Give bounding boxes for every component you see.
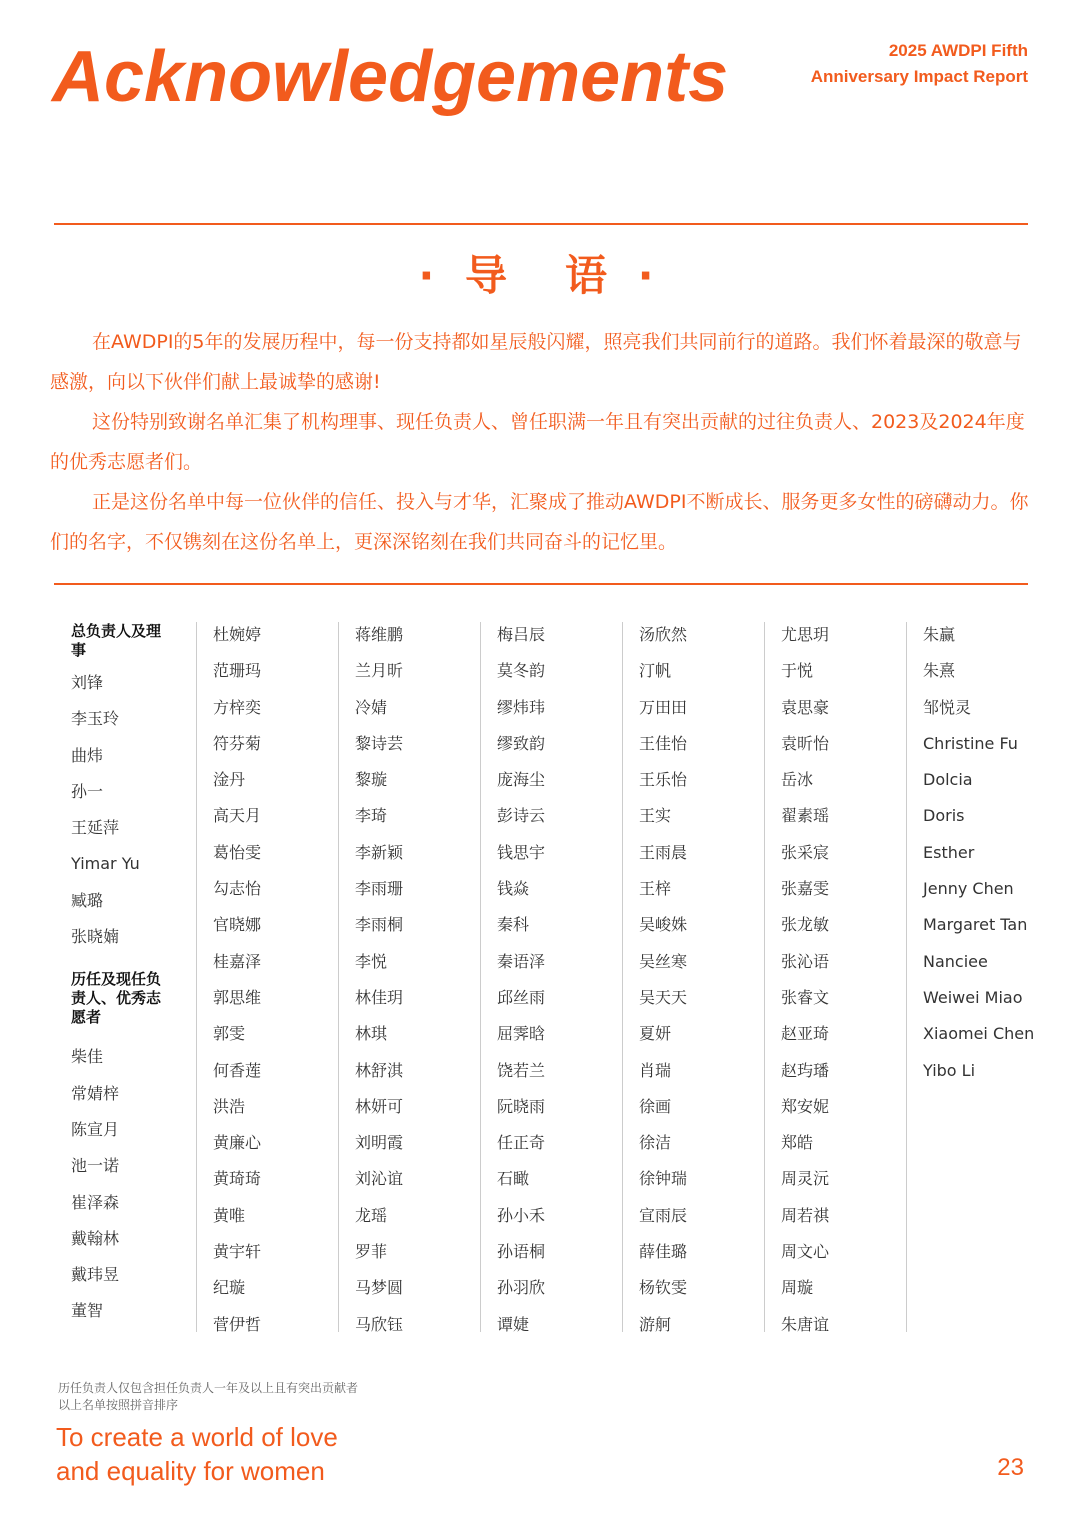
list-item: 马梦圆 xyxy=(355,1278,404,1298)
list-item: 赵亚琦 xyxy=(781,1024,830,1044)
list-item: 张采宸 xyxy=(781,842,830,862)
list-item: 张龙敏 xyxy=(781,915,830,935)
intro-paragraph-1: 在AWDPI的5年的发展历程中，每一份支持都如星辰般闪耀，照亮我们共同前行的道路。我们怀着最深的敬意与感激，向以下伙伴们献上最诚挚的感谢! xyxy=(50,331,1022,393)
list-item: 秦科 xyxy=(497,915,530,935)
list-item: 汤欣然 xyxy=(639,625,688,644)
list-item: 勾志怡 xyxy=(213,879,262,899)
slogan-line2: and equality for women xyxy=(56,1456,325,1486)
list-item: 周璇 xyxy=(781,1278,814,1298)
list-item: 屈霁晗 xyxy=(497,1024,546,1044)
list-item: 彭诗云 xyxy=(497,806,546,826)
list-item: Nanciee xyxy=(923,951,988,971)
names-column-6 xyxy=(765,622,907,1332)
list-item: 符芬菊 xyxy=(213,733,262,753)
list-item: 孙一 xyxy=(71,781,104,801)
list-item: 李雨桐 xyxy=(355,915,404,935)
list-item: 董智 xyxy=(71,1301,104,1321)
list-item: 冷婧 xyxy=(355,697,388,717)
list-item: 高天月 xyxy=(213,806,262,826)
list-item: 何香莲 xyxy=(213,1060,262,1080)
list-item: 常婧梓 xyxy=(71,1083,120,1103)
list-item: 徐画 xyxy=(639,1096,672,1116)
intro-text xyxy=(50,322,1030,562)
names-grid xyxy=(55,622,1049,1332)
list-item: 任正奇 xyxy=(497,1133,546,1153)
list-item: 秦语泽 xyxy=(497,951,546,971)
list-item: 黎诗芸 xyxy=(355,733,404,753)
list-item: 李玉玲 xyxy=(71,709,120,729)
list-item: 王实 xyxy=(639,806,672,826)
list-item: 钱焱 xyxy=(497,879,530,899)
list-item: 池一诺 xyxy=(71,1156,120,1176)
report-tag-line2: Anniversary Impact Report xyxy=(810,67,1028,86)
list-item: 黄唯 xyxy=(213,1205,246,1225)
list-item: 于悦 xyxy=(781,661,814,681)
slogan xyxy=(56,1420,338,1488)
page-number: 23 xyxy=(997,1454,1024,1481)
list-item: 肖瑞 xyxy=(639,1060,672,1080)
list-item: 郑皓 xyxy=(781,1133,814,1153)
list-item: 黎璇 xyxy=(355,770,388,790)
list-item: 罗菲 xyxy=(355,1242,388,1262)
list-item: 缪致韵 xyxy=(497,733,546,753)
board-heading: 总负责人及理事 xyxy=(71,622,162,659)
list-item: 戴玮昱 xyxy=(71,1265,120,1285)
list-item: 庞海尘 xyxy=(497,770,546,790)
list-item: 夏妍 xyxy=(639,1024,672,1044)
list-item: 黄琦琦 xyxy=(213,1169,262,1189)
list-item: 朱熹 xyxy=(923,661,956,681)
list-item: 杨钦雯 xyxy=(639,1278,688,1298)
list-item: 张嘉雯 xyxy=(781,879,830,899)
list-item: Jenny Chen xyxy=(923,879,1014,899)
list-item: 王雨晨 xyxy=(639,842,688,862)
list-item: 马欣钰 xyxy=(355,1314,404,1334)
names-column-2 xyxy=(197,622,339,1332)
list-item: 林佳玥 xyxy=(355,987,404,1007)
list-item: 方梓奕 xyxy=(213,697,262,717)
list-item: Margaret Tan xyxy=(923,915,1028,935)
list-item: 王延萍 xyxy=(71,818,120,838)
list-item: 周若祺 xyxy=(781,1205,830,1225)
names-column-5 xyxy=(623,622,765,1332)
list-item: 徐钟瑞 xyxy=(639,1169,688,1189)
report-tag-line1: 2025 AWDPI Fifth xyxy=(888,41,1028,60)
list-item: 游舸 xyxy=(639,1314,672,1334)
list-item: 阮晓雨 xyxy=(497,1096,546,1116)
list-item: 范珊玛 xyxy=(213,661,262,681)
list-item: 柴佳 xyxy=(71,1047,104,1067)
list-item: 葛怡雯 xyxy=(213,842,262,862)
list-item: 宣雨辰 xyxy=(639,1205,688,1225)
list-item: 朱赢 xyxy=(923,625,956,644)
list-item: 菅伊哲 xyxy=(213,1314,262,1334)
list-item: Dolcia xyxy=(923,770,973,790)
list-item: Christine Fu xyxy=(923,733,1018,753)
footnote-line2: 以上名单按照拼音排序 xyxy=(58,1398,179,1412)
list-item: 孙语桐 xyxy=(497,1242,546,1262)
list-item: 纪璇 xyxy=(213,1278,246,1298)
list-item: 刘明霞 xyxy=(355,1133,404,1153)
list-item: 岳冰 xyxy=(781,770,814,790)
list-item: 徐洁 xyxy=(639,1133,672,1153)
list-item: 尤思玥 xyxy=(781,625,830,644)
list-item: 翟素瑶 xyxy=(781,806,830,826)
list-item: 钱思宇 xyxy=(497,842,546,862)
list-item: 曲炜 xyxy=(71,745,104,765)
list-item: 周灵沅 xyxy=(781,1169,830,1189)
list-item: 臧璐 xyxy=(71,890,104,910)
list-item: 刘沁谊 xyxy=(355,1169,404,1189)
list-item: 张晓婻 xyxy=(71,927,120,947)
list-item: 杜婉婷 xyxy=(213,625,262,644)
list-item: 王乐怡 xyxy=(639,770,688,790)
list-item: 兰月昕 xyxy=(355,661,404,681)
list-item: 饶若兰 xyxy=(497,1060,546,1080)
list-item: 桂嘉泽 xyxy=(213,951,262,971)
footnote-line1: 历任负责人仅包含担任负责人一年及以上且有突出贡献者 xyxy=(58,1381,359,1395)
list-item: 王梓 xyxy=(639,879,672,899)
names-column-3 xyxy=(339,622,481,1332)
list-item: 孙羽欣 xyxy=(497,1278,546,1298)
list-item: 薛佳璐 xyxy=(639,1242,688,1262)
list-item: Xiaomei Chen xyxy=(923,1024,1035,1044)
list-item: Yibo Li xyxy=(923,1060,976,1080)
list-item: 黄宇轩 xyxy=(213,1242,262,1262)
list-item: 缪炜玮 xyxy=(497,697,546,717)
list-item: 张沁语 xyxy=(781,951,830,971)
list-item: 周文心 xyxy=(781,1242,830,1262)
list-item: 李新颖 xyxy=(355,842,404,862)
list-item: 张睿文 xyxy=(781,987,830,1007)
list-item: 赵玙璠 xyxy=(781,1060,830,1080)
intro-paragraph-2: 这份特别致谢名单汇集了机构理事、现任负责人、曾任职满一年且有突出贡献的过往负责人、2023及2024年度的优秀志愿者们。 xyxy=(50,411,1025,473)
list-item: 淦丹 xyxy=(213,770,246,790)
list-item: Esther xyxy=(923,842,975,862)
list-item: 李雨珊 xyxy=(355,879,404,899)
leaders-heading: 历任及现任负责人、优秀志愿者 xyxy=(71,970,162,1027)
names-column-4 xyxy=(481,622,623,1332)
report-tag xyxy=(811,38,1028,90)
list-item: 刘锋 xyxy=(71,673,104,692)
list-item: Yimar Yu xyxy=(71,854,140,874)
list-item: 林琪 xyxy=(355,1024,388,1044)
list-item: 官晓娜 xyxy=(213,915,262,935)
list-item: 林妍可 xyxy=(355,1096,404,1116)
list-item: 王佳怡 xyxy=(639,733,688,753)
list-item: Doris xyxy=(923,806,965,826)
footnote xyxy=(58,1380,358,1414)
list-item: 李悦 xyxy=(355,951,388,971)
names-column-1 xyxy=(55,622,197,1332)
list-item: 李琦 xyxy=(355,806,388,826)
bottom-divider xyxy=(54,583,1028,585)
list-item: 邱丝雨 xyxy=(497,987,546,1007)
list-item: 吴天天 xyxy=(639,987,688,1007)
list-item: 万田田 xyxy=(639,697,688,717)
list-item: 郑安妮 xyxy=(781,1096,830,1116)
page-title: Acknowledgements xyxy=(52,37,729,117)
list-item: 郭思维 xyxy=(213,987,262,1007)
list-item: 汀帆 xyxy=(639,661,672,681)
intro-heading: · 导 语 · xyxy=(418,251,662,300)
intro-paragraph-3: 正是这份名单中每一位伙伴的信任、投入与才华，汇聚成了推动AWDPI不断成长、服务更多女性的磅礴动力。你们的名字，不仅镌刻在这份名单上，更深深铭刻在我们共同奋斗的记忆里。 xyxy=(50,491,1029,553)
list-item: 崔泽森 xyxy=(71,1192,120,1212)
list-item: 谭婕 xyxy=(497,1314,530,1334)
list-item: 吴丝寒 xyxy=(639,951,688,971)
list-item: 蒋维鹏 xyxy=(355,625,404,644)
list-item: 袁思豪 xyxy=(781,697,830,717)
list-item: 邹悦灵 xyxy=(923,697,972,717)
list-item: 龙瑶 xyxy=(355,1205,388,1225)
list-item: 莫冬韵 xyxy=(497,661,546,681)
list-item: 吴峻姝 xyxy=(639,915,688,935)
list-item: 梅吕辰 xyxy=(497,625,546,644)
list-item: 洪浩 xyxy=(213,1096,246,1116)
list-item: 郭雯 xyxy=(213,1024,246,1044)
list-item: 戴翰林 xyxy=(71,1228,120,1248)
names-column-7 xyxy=(907,622,1049,1332)
list-item: 黄廉心 xyxy=(213,1133,262,1153)
list-item: 孙小禾 xyxy=(497,1205,546,1225)
top-divider xyxy=(54,223,1028,225)
slogan-line1: To create a world of love xyxy=(56,1422,338,1452)
list-item: 朱唐谊 xyxy=(781,1314,830,1334)
list-item: 陈宣月 xyxy=(71,1119,120,1139)
list-item: 林舒淇 xyxy=(355,1060,404,1080)
list-item: 袁昕怡 xyxy=(781,733,830,753)
list-item: 石瞰 xyxy=(497,1169,530,1189)
list-item: Weiwei Miao xyxy=(923,987,1023,1007)
